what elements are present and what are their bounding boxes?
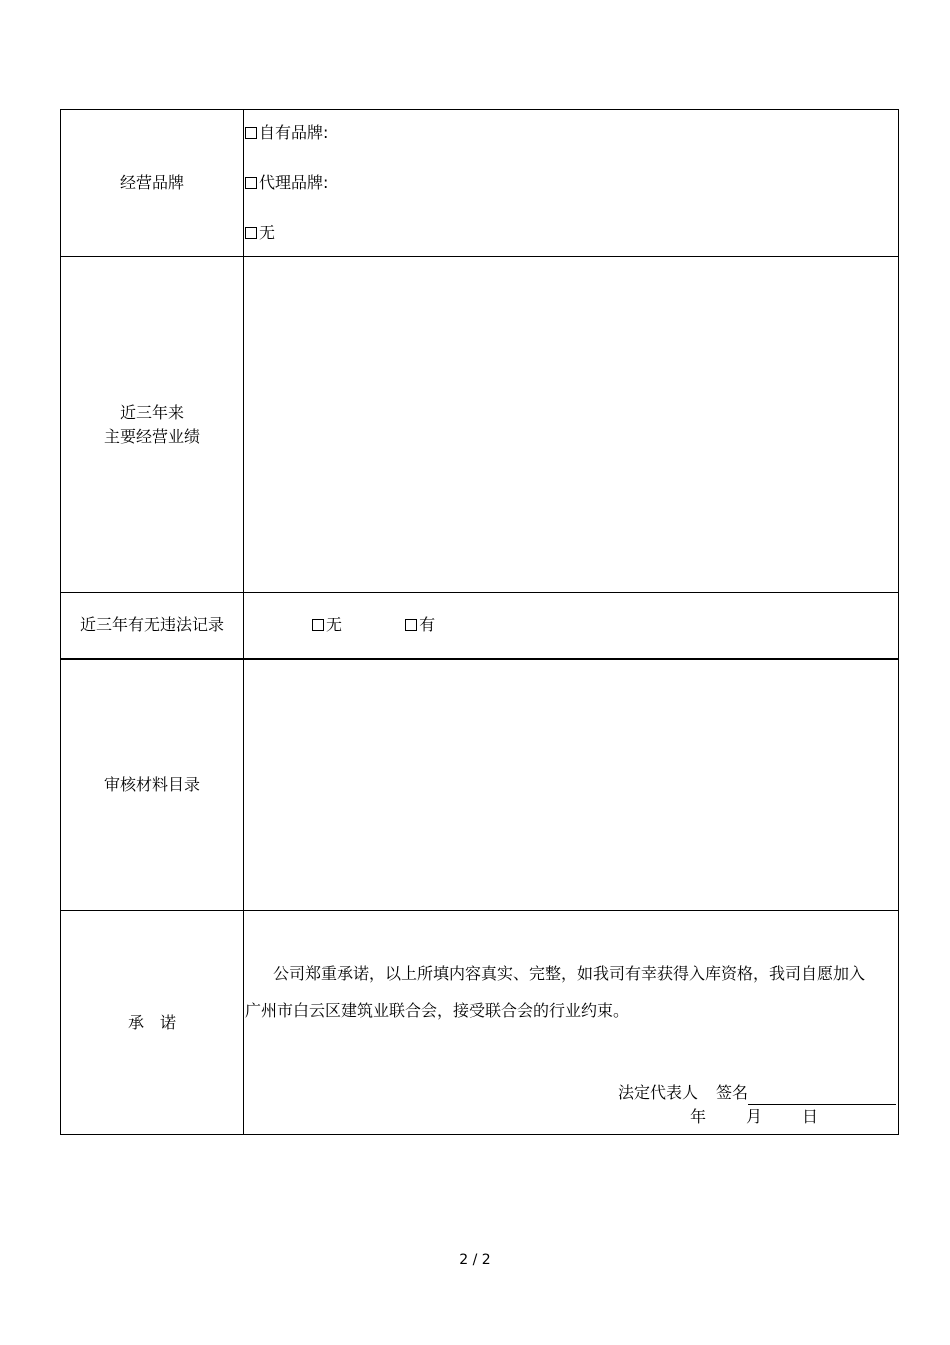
brand-options-cell: [244, 110, 899, 257]
brand-option-agent[interactable]: [245, 171, 898, 195]
violation-option-none[interactable]: [312, 613, 342, 637]
promise-text: 公司郑重承诺，以上所填内容真实、完整，如我司有幸获得入库资格，我司自愿加入广州市白云区建筑业联合会，接受联合会的行业约束。: [245, 964, 866, 1020]
sign-label: 签名: [715, 1083, 748, 1102]
signature-line: [618, 1081, 896, 1105]
brand-option-own[interactable]: [245, 121, 898, 145]
representative-label: 法定代表人: [617, 1083, 698, 1102]
violation-option-none-label: 无: [326, 615, 343, 635]
materials-row: [61, 659, 899, 911]
violation-label: 近三年有无违法记录: [61, 593, 244, 659]
brand-option-own-label: 自有品牌:: [259, 123, 329, 142]
performance-row: [61, 257, 899, 593]
performance-label-line1: 近三年来: [119, 402, 184, 422]
performance-label-line2: 主要经营业绩: [103, 426, 200, 446]
brand-row: [61, 110, 899, 257]
checkbox-violation-none[interactable]: [312, 619, 324, 631]
violation-option-yes[interactable]: [405, 613, 435, 637]
brand-option-none[interactable]: [245, 221, 898, 245]
date-year-label: 年: [690, 1107, 707, 1126]
checkbox-violation-yes[interactable]: [405, 619, 417, 631]
performance-label: [61, 257, 244, 593]
checkbox-agent-brand[interactable]: [245, 177, 257, 189]
promise-row: [61, 911, 899, 1135]
promise-cell: [244, 911, 899, 1135]
brand-option-agent-label: 代理品牌:: [259, 173, 329, 192]
materials-label: 审核材料目录: [61, 659, 244, 911]
performance-field[interactable]: [244, 257, 899, 593]
application-form-table: [60, 109, 899, 1135]
violation-options-cell: [244, 593, 899, 659]
date-month-label: 月: [746, 1107, 763, 1126]
signature-field[interactable]: [748, 1086, 896, 1105]
page-number: 2 / 2: [459, 1252, 491, 1268]
date-line: [690, 1105, 818, 1129]
date-day-label: 日: [802, 1107, 819, 1126]
violation-options: [244, 613, 898, 637]
brand-label: 经营品牌: [61, 110, 244, 257]
promise-content: [244, 911, 898, 1134]
checkbox-no-brand[interactable]: [245, 227, 257, 239]
materials-field[interactable]: [244, 659, 899, 911]
promise-label: 承 诺: [61, 911, 244, 1135]
checkbox-own-brand[interactable]: [245, 127, 257, 139]
violation-option-yes-label: 有: [419, 615, 436, 635]
brand-option-none-label: 无: [259, 223, 276, 242]
violation-row: [61, 593, 899, 659]
brand-options: [244, 121, 898, 245]
